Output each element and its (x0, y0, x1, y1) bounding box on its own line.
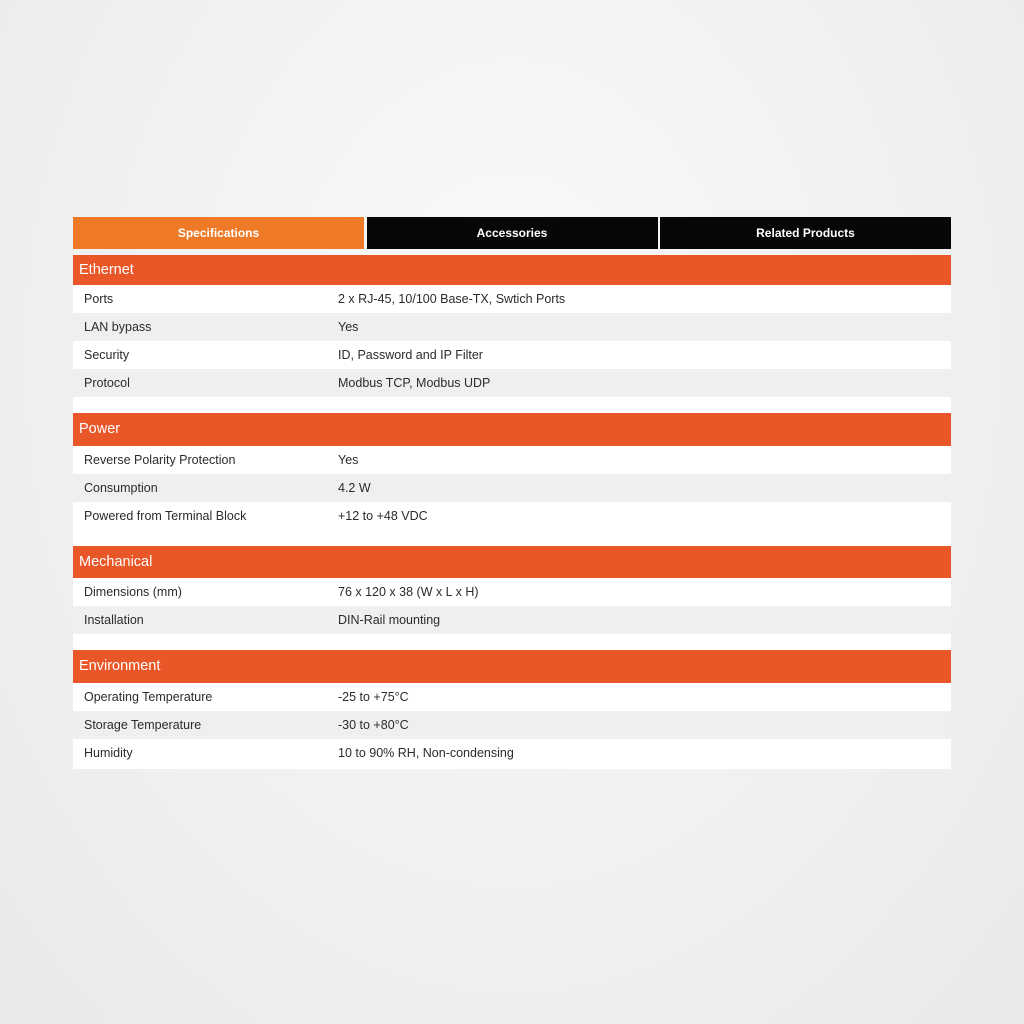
spec-value: 10 to 90% RH, Non-condensing (338, 746, 514, 760)
table-row (73, 683, 951, 711)
tab-bar (73, 217, 951, 249)
table-row (73, 606, 951, 634)
tab-accessories[interactable]: Accessories (367, 217, 658, 249)
spec-label: Dimensions (mm) (84, 585, 182, 599)
section-environment (73, 650, 951, 769)
spec-value: 76 x 120 x 38 (W x L x H) (338, 585, 479, 599)
spec-value: DIN-Rail mounting (338, 613, 441, 627)
spec-value: -25 to +75°C (338, 690, 409, 704)
table-row (73, 446, 951, 474)
section-header: Environment (73, 650, 951, 683)
tab-related-products[interactable]: Related Products (660, 217, 951, 249)
spec-value: Yes (338, 320, 359, 334)
table-row (73, 313, 951, 341)
table-row (73, 711, 951, 739)
spec-value: 4.2 W (338, 481, 371, 495)
section-ethernet (73, 255, 951, 413)
section-mechanical (73, 546, 951, 650)
spec-label: Consumption (84, 481, 158, 495)
section-header: Mechanical (73, 546, 951, 578)
table-row (73, 502, 951, 530)
spec-label: Reverse Polarity Protection (84, 453, 236, 467)
section-header: Power (73, 413, 951, 446)
spec-value: 2 x RJ-45, 10/100 Base-TX, Swtich Ports (338, 292, 566, 306)
table-row (73, 369, 951, 397)
spec-value: ID, Password and IP Filter (338, 348, 483, 362)
spec-panel (73, 217, 951, 769)
table-row (73, 474, 951, 502)
table-row (73, 578, 951, 606)
table-row (73, 341, 951, 369)
spec-value: +12 to +48 VDC (338, 509, 428, 523)
section-header: Ethernet (73, 255, 951, 285)
spec-label: Protocol (84, 376, 130, 390)
spec-label: Installation (84, 613, 144, 627)
spec-value: Modbus TCP, Modbus UDP (338, 376, 491, 390)
tab-specifications[interactable]: Specifications (73, 217, 364, 249)
section-power (73, 413, 951, 546)
spec-label: Operating Temperature (84, 690, 213, 704)
spec-label: LAN bypass (84, 320, 152, 334)
spec-label: Humidity (84, 746, 133, 760)
table-row (73, 739, 951, 767)
table-row (73, 285, 951, 313)
spec-label: Storage Temperature (84, 718, 202, 732)
spec-value: -30 to +80°C (338, 718, 409, 732)
spec-label: Ports (84, 292, 114, 306)
spec-value: Yes (338, 453, 359, 467)
spec-label: Powered from Terminal Block (84, 509, 247, 523)
spec-label: Security (84, 348, 130, 362)
